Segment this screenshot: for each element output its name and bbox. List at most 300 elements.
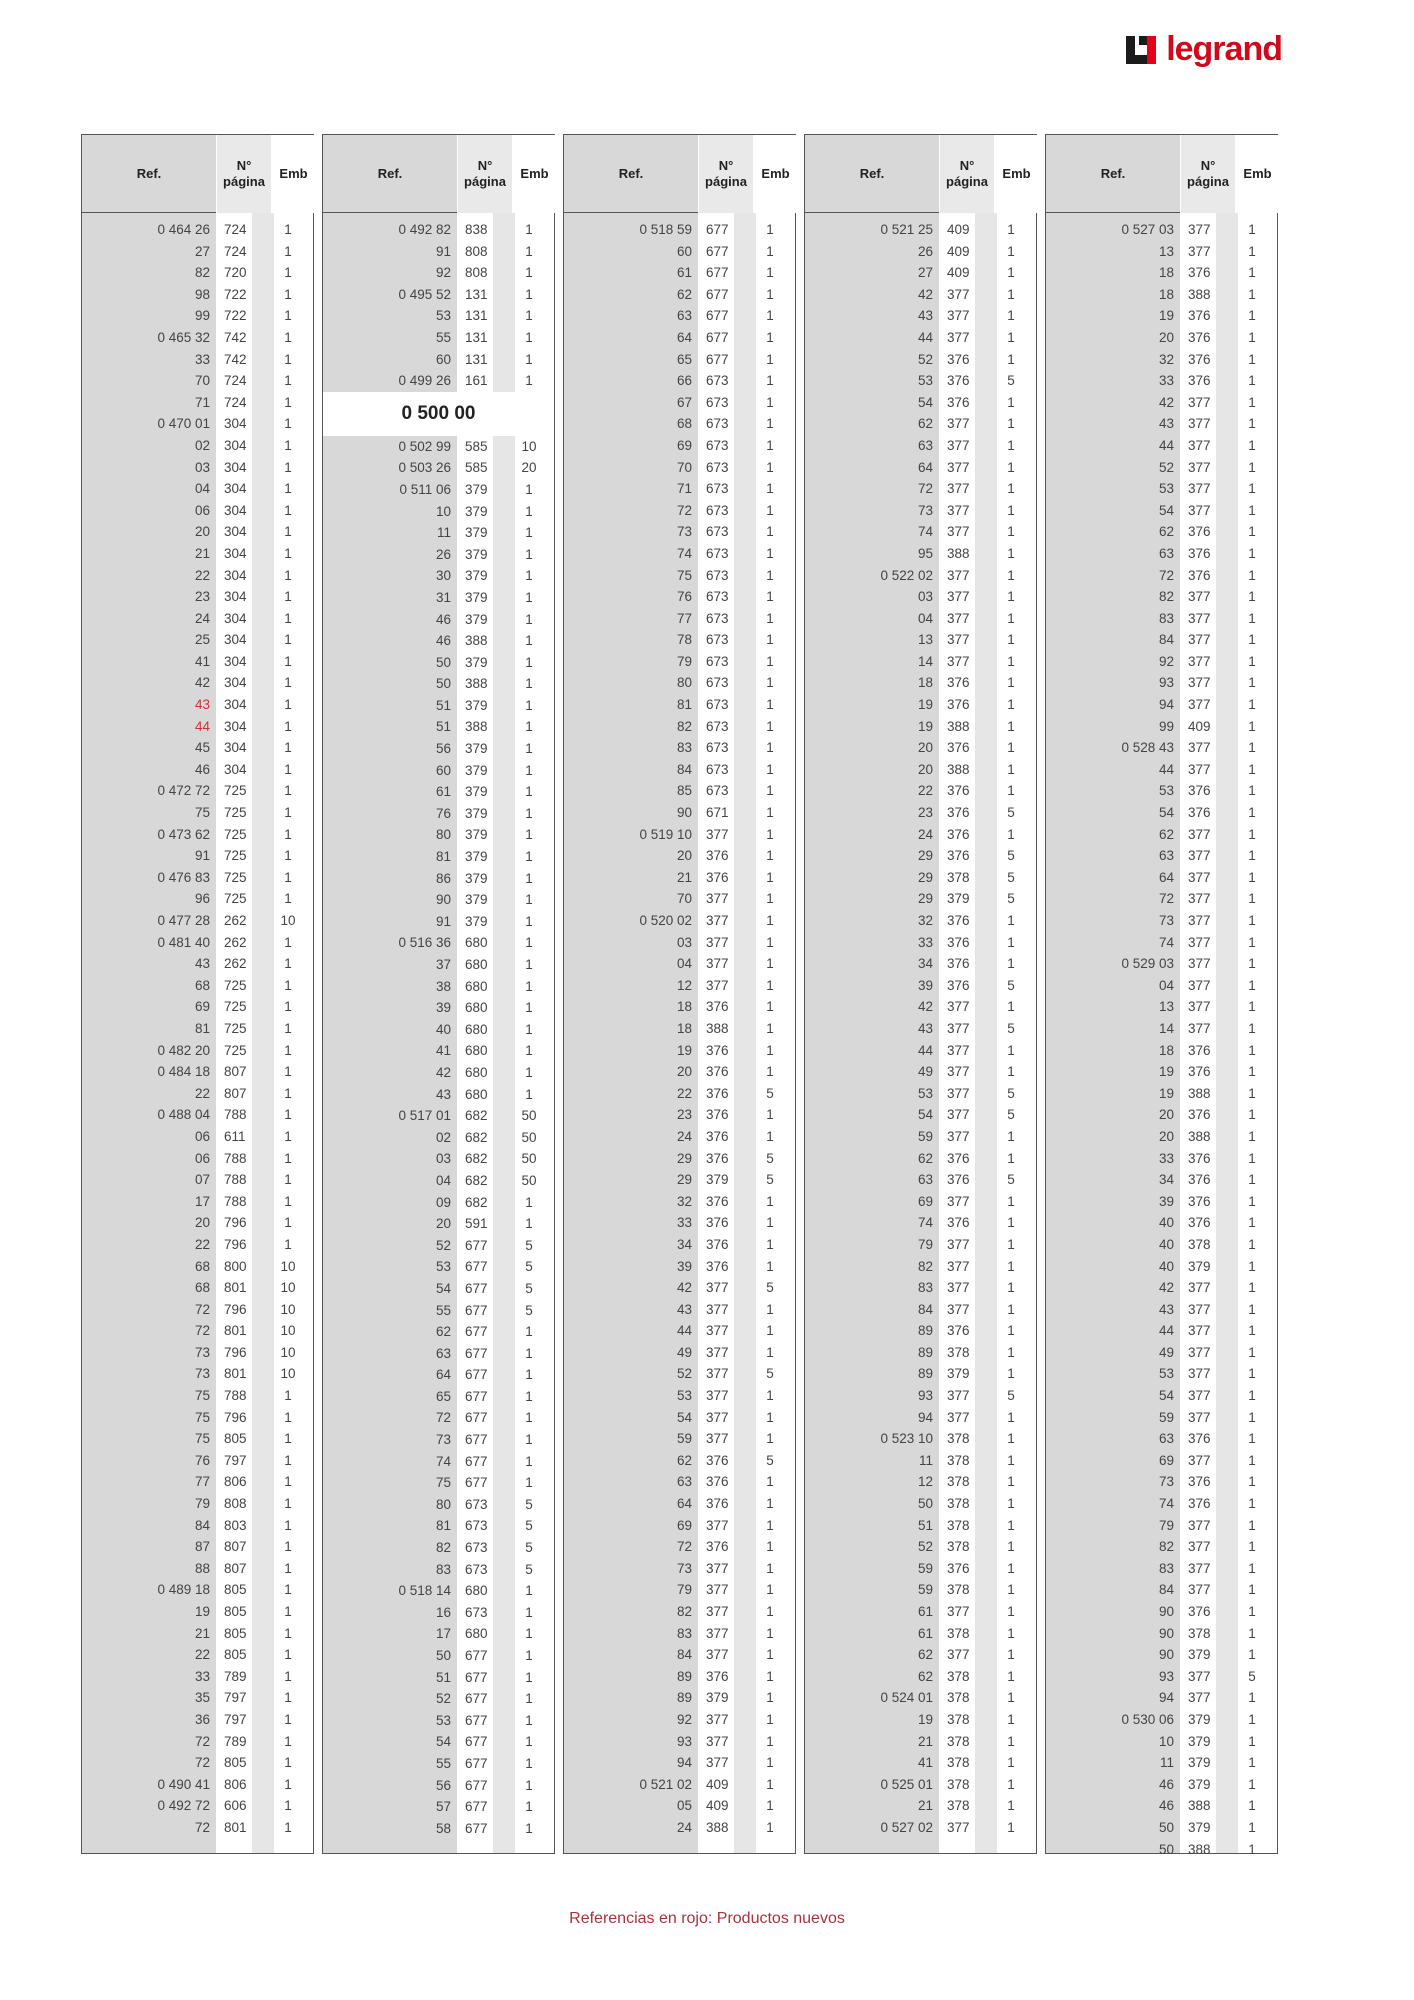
table-row [564, 1234, 795, 1256]
page-cell: 376 [947, 1172, 970, 1188]
emb-cell: 1 [284, 502, 292, 518]
emb-cell: 1 [766, 567, 774, 583]
header-page-number-bottom: página [946, 174, 988, 189]
reference-cell: 0 502 99 [398, 438, 451, 454]
page-cell: 377 [947, 481, 970, 497]
reference-cell: 62 [917, 1647, 933, 1663]
page-cell: 376 [1188, 1150, 1211, 1166]
reference-cell: 13 [1158, 999, 1174, 1015]
table-row [323, 911, 554, 933]
table-row [82, 1040, 313, 1062]
page-cell: 378 [947, 1668, 970, 1684]
page-cell: 671 [706, 805, 729, 821]
page-cell: 377 [1188, 1690, 1211, 1706]
emb-cell: 5 [1007, 805, 1015, 821]
table-row [1046, 694, 1277, 716]
reference-cell: 91 [435, 913, 451, 929]
emb-cell: 1 [1248, 1452, 1256, 1468]
emb-cell: 1 [1248, 545, 1256, 561]
table-row [805, 867, 1036, 889]
reference-table-column [322, 134, 555, 1854]
page-cell: 304 [224, 567, 247, 583]
page-cell: 377 [1188, 502, 1211, 518]
table-row [323, 1300, 554, 1322]
reference-cell: 82 [435, 1540, 451, 1556]
page-cell: 377 [947, 999, 970, 1015]
page-cell: 377 [947, 1258, 970, 1274]
page-cell: 377 [706, 1301, 729, 1317]
emb-cell: 1 [525, 633, 533, 649]
table-row [82, 327, 313, 349]
page-cell: 797 [224, 1690, 247, 1706]
page-cell: 725 [224, 848, 247, 864]
emb-cell: 1 [766, 394, 774, 410]
page-cell: 379 [465, 805, 488, 821]
page-cell: 376 [706, 1193, 729, 1209]
emb-cell: 1 [284, 265, 292, 281]
table-row [564, 1083, 795, 1105]
emb-cell: 5 [1007, 373, 1015, 389]
emb-cell: 1 [1007, 1496, 1015, 1512]
page-cell: 376 [706, 1539, 729, 1555]
emb-cell: 1 [1248, 1474, 1256, 1490]
page-cell: 673 [706, 610, 729, 626]
table-row [805, 1083, 1036, 1105]
emb-cell: 1 [284, 956, 292, 972]
page-cell: 673 [706, 675, 729, 691]
page-cell: 677 [465, 1432, 488, 1448]
reference-cell: 86 [435, 870, 451, 886]
header-page-number [698, 135, 754, 213]
reference-cell: 57 [435, 1799, 451, 1815]
emb-cell: 1 [284, 1193, 292, 1209]
reference-cell: 64 [676, 1496, 692, 1512]
page-cell: 377 [947, 1819, 970, 1835]
emb-cell: 1 [525, 1194, 533, 1210]
table-row [1046, 1471, 1277, 1493]
emb-cell: 1 [1248, 1042, 1256, 1058]
emb-cell: 1 [766, 502, 774, 518]
page-cell: 677 [465, 1388, 488, 1404]
emb-cell: 1 [1248, 632, 1256, 648]
emb-cell: 1 [1007, 1776, 1015, 1792]
table-row [564, 1774, 795, 1796]
table-row [323, 327, 554, 349]
header-page-number-top: N° [236, 158, 252, 173]
reference-cell: 46 [435, 611, 451, 627]
emb-cell: 1 [284, 999, 292, 1015]
reference-cell: 53 [435, 1712, 451, 1728]
table-row [323, 1256, 554, 1278]
page-cell: 807 [224, 1560, 247, 1576]
table-row [805, 608, 1036, 630]
table-row [1046, 1644, 1277, 1666]
page-cell: 805 [224, 1604, 247, 1619]
page-cell: 376 [706, 1668, 729, 1684]
emb-cell: 1 [766, 1560, 774, 1576]
table-row [564, 1731, 795, 1753]
reference-cell: 29 [676, 1150, 692, 1166]
table-row [82, 953, 313, 975]
emb-cell: 1 [766, 1647, 774, 1663]
reference-cell: 94 [1158, 1690, 1174, 1706]
reference-cell: 20 [1158, 1107, 1174, 1123]
emb-cell: 1 [1248, 222, 1256, 237]
table-row [1046, 759, 1277, 781]
reference-cell: 17 [435, 1626, 451, 1642]
reference-cell: 50 [435, 1648, 451, 1663]
emb-cell: 1 [284, 783, 292, 799]
reference-cell: 80 [435, 1496, 451, 1512]
emb-cell: 5 [1007, 1172, 1015, 1188]
emb-cell: 1 [1007, 286, 1015, 302]
emb-cell: 1 [1248, 1517, 1256, 1533]
table-row [564, 543, 795, 565]
page-cell: 801 [224, 1280, 247, 1296]
emb-cell: 5 [525, 1302, 533, 1318]
page-cell: 801 [224, 1323, 247, 1339]
emb-cell: 1 [525, 1367, 533, 1383]
page-cell: 376 [706, 1042, 729, 1058]
emb-cell: 1 [284, 1560, 292, 1576]
emb-cell: 1 [1007, 934, 1015, 950]
emb-cell: 1 [1007, 1452, 1015, 1468]
page-cell: 376 [1188, 1193, 1211, 1209]
table-row [323, 305, 554, 327]
emb-cell: 1 [284, 1647, 292, 1663]
page-cell: 262 [224, 956, 247, 972]
reference-cell: 82 [1158, 1539, 1174, 1555]
reference-cell: 54 [435, 1734, 451, 1750]
emb-cell: 1 [766, 977, 774, 993]
table-row [82, 780, 313, 802]
emb-cell: 1 [525, 1324, 533, 1340]
page-cell: 262 [224, 913, 247, 928]
emb-cell: 1 [1007, 524, 1015, 540]
reference-cell: 62 [676, 286, 692, 302]
emb-cell: 1 [766, 805, 774, 821]
table-row [564, 737, 795, 759]
page-cell: 304 [224, 718, 247, 734]
table-row [564, 1018, 795, 1040]
emb-cell: 1 [1007, 1604, 1015, 1619]
table-row [323, 436, 554, 458]
reference-cell: 18 [1158, 1042, 1174, 1058]
table-row [82, 932, 313, 954]
reference-cell: 83 [676, 1625, 692, 1641]
table-row [1046, 996, 1277, 1018]
emb-cell: 1 [525, 351, 533, 367]
page-cell: 378 [947, 1431, 970, 1447]
reference-cell: 33 [194, 351, 210, 367]
table-row [564, 716, 795, 738]
table-row [323, 241, 554, 263]
emb-cell: 1 [525, 1043, 533, 1059]
reference-cell: 83 [917, 1280, 933, 1296]
page-cell: 377 [947, 286, 970, 302]
reference-cell: 39 [1158, 1193, 1174, 1209]
reference-cell: 20 [917, 761, 933, 777]
emb-cell: 1 [1248, 351, 1256, 367]
reference-cell: 63 [1158, 848, 1174, 864]
page-cell: 796 [224, 1215, 247, 1231]
emb-cell: 1 [1007, 351, 1015, 367]
table-row [1046, 392, 1277, 414]
table-row [1046, 1363, 1277, 1385]
emb-cell: 1 [766, 1582, 774, 1598]
reference-cell: 07 [194, 1172, 210, 1188]
table-row [82, 975, 313, 997]
reference-cell: 34 [917, 956, 933, 972]
reference-table-column [1045, 134, 1278, 1857]
reference-cell: 0 520 02 [639, 913, 692, 928]
page-cell: 378 [947, 1690, 970, 1706]
reference-cell: 43 [1158, 416, 1174, 432]
emb-cell: 1 [284, 1452, 292, 1468]
table-row [323, 1321, 554, 1343]
emb-cell: 1 [1248, 1344, 1256, 1360]
page-cell: 680 [465, 935, 488, 951]
table-row [805, 435, 1036, 457]
reference-cell: 0 503 26 [398, 460, 451, 476]
table-row [323, 262, 554, 284]
emb-cell: 1 [284, 826, 292, 842]
reference-cell: 44 [1158, 761, 1174, 777]
page-cell: 806 [224, 1776, 247, 1792]
emb-cell: 1 [1248, 1496, 1256, 1512]
emb-cell: 1 [1007, 459, 1015, 475]
emb-cell: 1 [766, 1344, 774, 1360]
reference-cell: 18 [1158, 286, 1174, 302]
page-cell: 377 [1188, 999, 1211, 1015]
emb-cell: 1 [284, 977, 292, 993]
emb-cell: 1 [284, 869, 292, 885]
emb-cell: 1 [766, 459, 774, 475]
emb-cell: 1 [525, 1216, 533, 1232]
reference-cell: 99 [194, 308, 210, 324]
page-cell: 378 [947, 1517, 970, 1533]
table-row [1046, 1795, 1277, 1817]
page-cell: 376 [1188, 351, 1211, 367]
page-cell: 378 [947, 1582, 970, 1598]
emb-cell: 1 [1007, 1215, 1015, 1231]
table-row [82, 1212, 313, 1234]
page-cell: 377 [706, 913, 729, 928]
page-cell: 376 [1188, 265, 1211, 281]
emb-cell: 1 [284, 589, 292, 605]
table-row [1046, 1428, 1277, 1450]
table-row [1046, 1018, 1277, 1040]
table-row [805, 888, 1036, 910]
reference-cell: 62 [917, 1668, 933, 1684]
legrand-mark-icon [1126, 34, 1158, 66]
legrand-logo [1126, 30, 1282, 69]
table-row [323, 349, 554, 371]
emb-cell: 1 [1007, 1711, 1015, 1727]
table-row [323, 1386, 554, 1408]
page-cell: 304 [224, 416, 247, 432]
emb-cell: 1 [1007, 783, 1015, 799]
reference-cell: 04 [917, 610, 933, 626]
emb-cell: 1 [525, 1820, 533, 1836]
reference-cell: 69 [917, 1193, 933, 1209]
table-row [323, 1580, 554, 1602]
page-cell: 131 [465, 351, 488, 367]
table-row [1046, 1407, 1277, 1429]
page-cell: 788 [224, 1193, 247, 1209]
table-row [805, 1363, 1036, 1385]
reference-cell: 41 [194, 653, 210, 669]
reference-cell: 50 [917, 1496, 933, 1512]
table-row [82, 824, 313, 846]
emb-cell: 1 [766, 1711, 774, 1727]
emb-cell: 1 [1248, 1258, 1256, 1274]
page-cell: 788 [224, 1107, 247, 1123]
table-row [82, 1104, 313, 1126]
table-row [564, 565, 795, 587]
table-row [82, 1018, 313, 1040]
emb-cell: 1 [766, 243, 774, 259]
table-row [805, 543, 1036, 565]
page-cell: 808 [224, 1496, 247, 1512]
emb-cell: 1 [1007, 718, 1015, 734]
table-row [1046, 910, 1277, 932]
table-row [1046, 1666, 1277, 1688]
emb-cell: 1 [1248, 697, 1256, 713]
page-cell: 377 [1188, 632, 1211, 648]
emb-cell: 1 [766, 999, 774, 1015]
reference-cell: 67 [676, 394, 692, 410]
page-cell: 377 [706, 891, 729, 907]
reference-cell: 0 477 28 [157, 913, 210, 928]
reference-cell: 40 [435, 1021, 451, 1037]
page-cell: 725 [224, 805, 247, 821]
emb-cell: 1 [766, 308, 774, 324]
emb-cell: 1 [1007, 1280, 1015, 1296]
emb-cell: 1 [766, 222, 774, 237]
page-cell: 376 [1188, 1172, 1211, 1188]
emb-cell: 1 [1248, 459, 1256, 475]
reference-cell: 04 [435, 1172, 451, 1188]
table-row [805, 1428, 1036, 1450]
emb-cell: 1 [284, 1128, 292, 1144]
table-row [564, 1299, 795, 1321]
emb-cell: 1 [1248, 1193, 1256, 1209]
page-cell: 742 [224, 329, 247, 345]
emb-cell: 1 [1248, 329, 1256, 345]
reference-cell: 82 [917, 1258, 933, 1274]
page-cell: 377 [1188, 1388, 1211, 1404]
emb-cell: 1 [1007, 1819, 1015, 1835]
reference-cell: 20 [676, 848, 692, 864]
header-page-number [457, 135, 513, 213]
emb-cell: 1 [766, 589, 774, 605]
table-row [323, 1753, 554, 1775]
emb-cell: 1 [1007, 567, 1015, 583]
table-row [323, 1213, 554, 1235]
emb-cell: 1 [1248, 1409, 1256, 1425]
emb-cell: 1 [525, 1604, 533, 1620]
page-cell: 673 [465, 1518, 488, 1534]
page-cell: 304 [224, 610, 247, 626]
table-row [564, 1277, 795, 1299]
table-row [564, 478, 795, 500]
page-cell: 377 [1188, 1668, 1211, 1684]
emb-cell: 1 [284, 740, 292, 756]
reference-cell: 60 [435, 762, 451, 778]
table-row [323, 370, 554, 392]
table-row [805, 241, 1036, 263]
reference-cell: 59 [917, 1560, 933, 1576]
reference-cell: 32 [1158, 351, 1174, 367]
table-header [82, 135, 313, 213]
reference-cell: 94 [676, 1755, 692, 1771]
table-row [805, 284, 1036, 306]
emb-cell: 1 [1248, 1539, 1256, 1555]
emb-cell: 5 [525, 1496, 533, 1512]
emb-cell: 1 [766, 1323, 774, 1339]
emb-cell: 1 [284, 1388, 292, 1404]
emb-cell: 1 [525, 1410, 533, 1426]
page-cell: 838 [465, 222, 488, 237]
table-row [805, 932, 1036, 954]
emb-cell: 1 [1007, 1733, 1015, 1749]
reference-cell: 75 [435, 1475, 451, 1491]
emb-cell: 1 [1248, 1064, 1256, 1080]
emb-cell: 1 [1007, 1042, 1015, 1058]
emb-cell: 1 [284, 1582, 292, 1598]
header-page-number-bottom: página [1187, 174, 1229, 189]
emb-cell: 5 [1007, 977, 1015, 993]
emb-cell: 10 [280, 1301, 296, 1317]
table-row [82, 1450, 313, 1472]
emb-cell: 5 [1007, 848, 1015, 864]
emb-cell: 1 [1007, 826, 1015, 842]
page-cell: 304 [224, 761, 247, 777]
reference-cell: 74 [676, 545, 692, 561]
page-cell: 376 [706, 1107, 729, 1123]
table-row [805, 1579, 1036, 1601]
page-cell: 376 [1188, 1107, 1211, 1123]
emb-cell: 1 [525, 589, 533, 605]
page-cell: 376 [1188, 1064, 1211, 1080]
page-cell: 377 [1188, 1280, 1211, 1296]
table-row [82, 500, 313, 522]
emb-cell: 1 [525, 1691, 533, 1707]
reference-cell: 21 [194, 1625, 210, 1641]
reference-cell: 79 [676, 653, 692, 669]
emb-cell: 1 [766, 740, 774, 756]
reference-cell: 44 [917, 329, 933, 345]
page-cell: 377 [947, 1085, 970, 1101]
reference-cell: 84 [676, 1647, 692, 1663]
page-cell: 388 [1188, 1128, 1211, 1144]
reference-cell: 43 [917, 308, 933, 324]
reference-cell: 72 [194, 1755, 210, 1771]
table-row [82, 219, 313, 241]
page-cell: 677 [465, 1755, 488, 1771]
table-row [82, 1515, 313, 1537]
table-row [82, 845, 313, 867]
table-row [564, 349, 795, 371]
reference-cell: 53 [917, 373, 933, 389]
table-row [805, 975, 1036, 997]
emb-cell: 1 [1007, 740, 1015, 756]
emb-cell: 1 [766, 1042, 774, 1058]
page-cell: 377 [1188, 1344, 1211, 1360]
emb-cell: 1 [1007, 481, 1015, 497]
reference-cell: 0 499 26 [398, 373, 451, 389]
